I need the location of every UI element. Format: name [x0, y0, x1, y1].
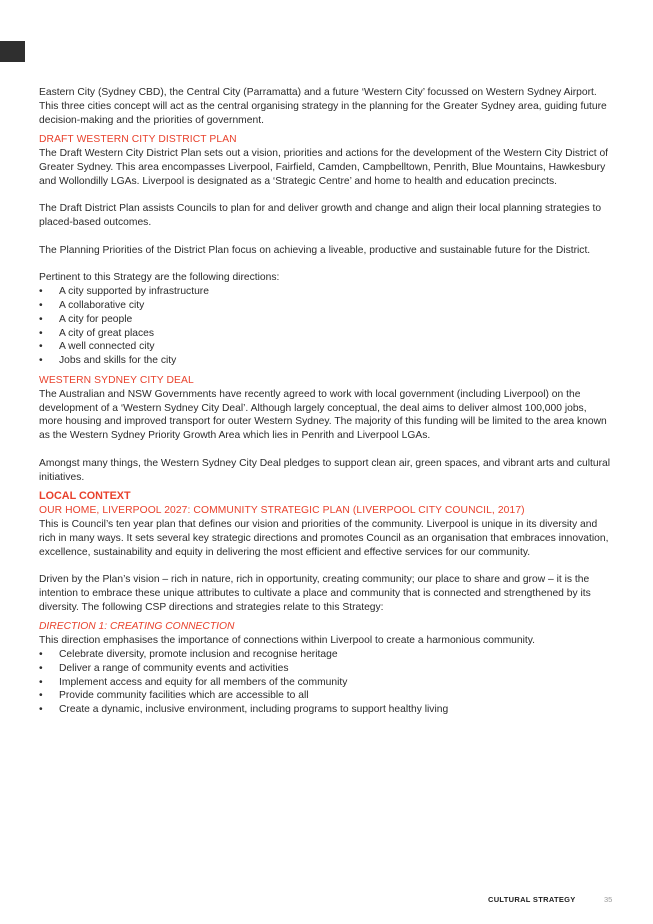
- footer-title: CULTURAL STRATEGY: [488, 895, 576, 904]
- bullet-icon: •: [39, 649, 43, 661]
- list-item: • Celebrate diversity, promote inclusion and recognise heritage: [39, 649, 338, 661]
- list-item: • Create a dynamic, inclusive environment, including programs to support healthy living: [39, 704, 449, 716]
- direction-1-heading: DIRECTION 1: CREATING CONNECTION: [39, 621, 235, 633]
- list-item: • A collaborative city: [39, 299, 145, 311]
- csp-subheading: OUR HOME, LIVERPOOL 2027: COMMUNITY STRATEGIC PLAN (LIVERPOOL CITY COUNCIL, 2017): [39, 505, 525, 517]
- list-item: • Implement access and equity for all members of the community: [39, 676, 348, 688]
- direction-1-list: [39, 648, 611, 717]
- city-deal-paragraph-1: The Australian and NSW Governments have recently agreed to work with local government (including Liverpool) on the development of a ‘Western Sydney City Deal’. Although largely conceptual, the deal aims to deliver almost 100,000 jobs, more housing and improved transport for outer Western Sydney. The majority of this funding will be limited to the area known as the Western Sydney Priority Growth Area which lies in Penrith and Liverpool LGAs.: [39, 388, 607, 442]
- bullet-icon: •: [39, 327, 43, 339]
- list-item: • A city supported by infrastructure: [39, 286, 209, 298]
- bullet-icon: •: [39, 355, 43, 367]
- list-item: • Jobs and skills for the city: [39, 355, 177, 367]
- page-number: 35: [604, 895, 613, 904]
- csp-paragraph-1: This is Council’s ten year plan that defines our vision and priorities of the community. Liverpool is unique in its diversity and rich in many ways. It sets several key strategic directions and promotes Council as an organisation that embraces innovation, excellence, sustainability and equity in delivering the most efficient and effective services for our community.: [39, 518, 609, 558]
- district-plan-paragraph-3: The Planning Priorities of the District Plan focus on achieving a liveable, productive and sustainable future for the District.: [39, 244, 591, 256]
- bullet-icon: •: [39, 676, 43, 688]
- bullet-icon: •: [39, 341, 43, 353]
- intro-paragraph: Eastern City (Sydney CBD), the Central City (Parramatta) and a future ‘Western City’ focussed on Western Sydney Airport. This three cities concept will act as the central organising strategy in the planning for the Greater Sydney area, guiding future decision-making and the priorities of government.: [39, 87, 607, 126]
- bullet-icon: •: [39, 299, 43, 311]
- list-item: • Deliver a range of community events and activities: [39, 662, 289, 674]
- direction-1-paragraph: This direction emphasises the importance of connections within Liverpool to create a harmonious community.: [39, 635, 536, 647]
- district-plan-paragraph-1: The Draft Western City District Plan sets out a vision, priorities and actions for the development of the Western City District of Greater Sydney. This area encompasses Liverpool, Fairfield, Camden, Campbelltown, Penrith, Blue Mountains, Hawkesbury and Wollondilly LGAs. Liverpool is designated as a ‘Strategic Centre’ and home to health and education precincts.: [39, 148, 609, 187]
- district-directions-list: [39, 285, 611, 368]
- list-item: • A city of great places: [39, 327, 155, 339]
- list-item: • A city for people: [39, 313, 133, 325]
- city-deal-paragraph-2: Amongst many things, the Western Sydney City Deal pledges to support clean air, green spaces, and vibrant arts and cultural initiatives.: [39, 457, 611, 483]
- district-plan-paragraph-4: Pertinent to this Strategy are the following directions:: [39, 272, 280, 284]
- bullet-icon: •: [39, 704, 43, 716]
- bullet-icon: •: [39, 286, 43, 298]
- local-context-heading: LOCAL CONTEXT: [39, 490, 131, 503]
- city-deal-heading: WESTERN SYDNEY CITY DEAL: [39, 374, 194, 386]
- district-plan-paragraph-2: The Draft District Plan assists Councils to plan for and deliver growth and change and align their local planning strategies to placed-based outcomes.: [39, 203, 602, 229]
- csp-paragraph-2: Driven by the Plan’s vision – rich in nature, rich in opportunity, creating community; our place to share and grow – it is the intention to embrace these unique attributes to cultivate a place and community that is connected and strengthened by its diversity. The following CSP directions and strategies relate to this Strategy:: [39, 574, 591, 613]
- list-item: • A well connected city: [39, 341, 155, 353]
- body-content: [39, 86, 611, 717]
- page-tab-marker: [0, 41, 25, 62]
- bullet-icon: •: [39, 690, 43, 702]
- list-item: • Provide community facilities which are accessible to all: [39, 690, 309, 702]
- bullet-icon: •: [39, 313, 43, 325]
- bullet-icon: •: [39, 662, 43, 674]
- district-plan-heading: DRAFT WESTERN CITY DISTRICT PLAN: [39, 134, 237, 146]
